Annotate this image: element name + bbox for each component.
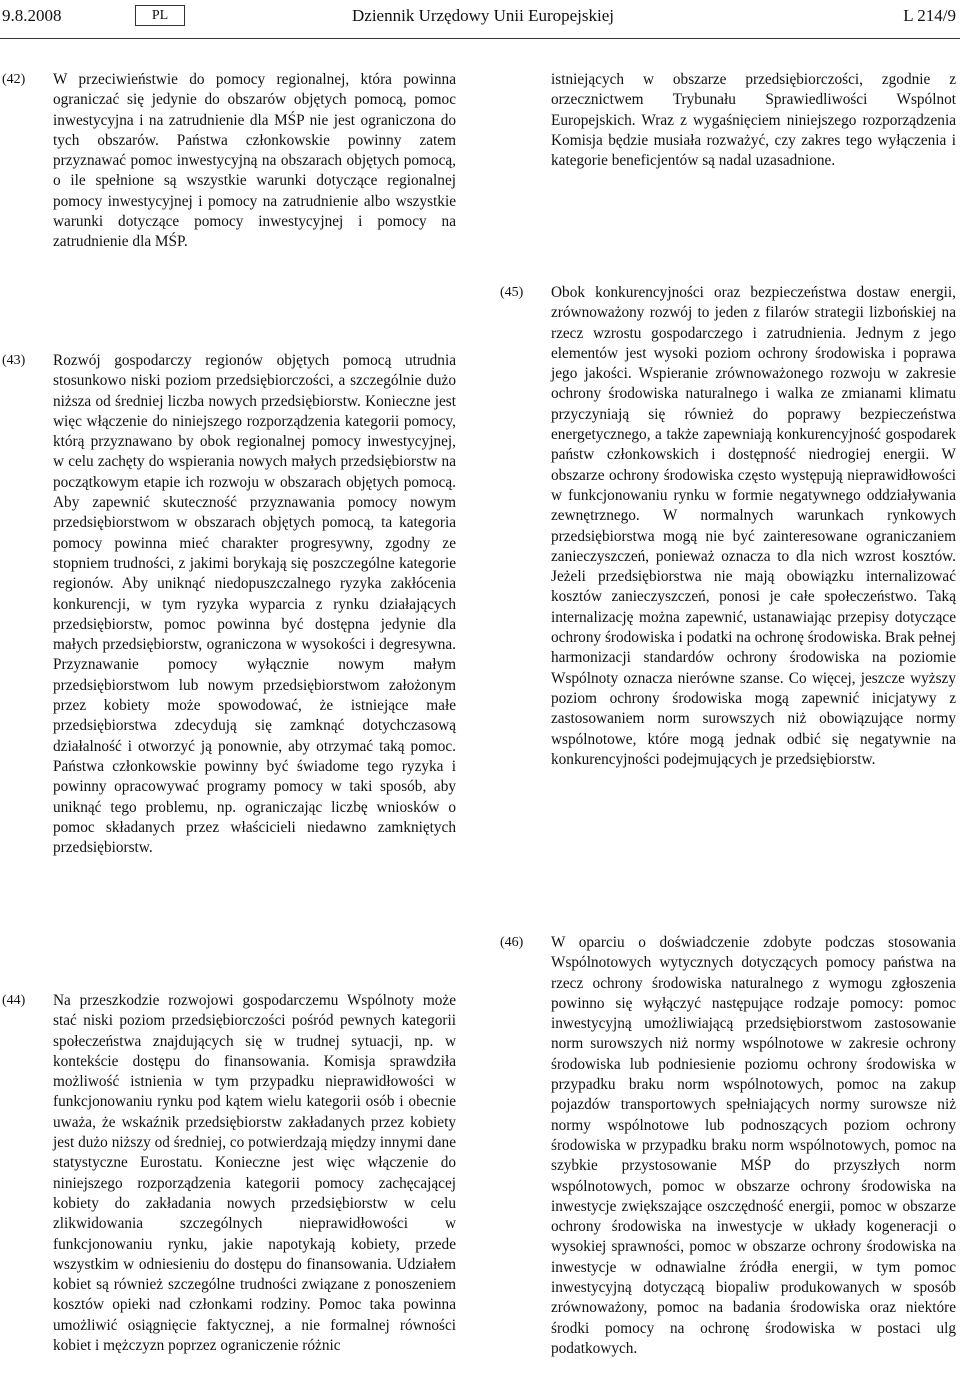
paragraph-text: Rozwój gospodarczy regionów objętych pomocą utrudnia stosunkowo niski poziom przedsiębiorczości, a szczególnie dużo niższa od średniej liczba nowych przedsiębiorstw. Konieczne jest więc włączenie do niniejszego rozporządzenia kategorii pomocy, którą przyznawano by obok regionalnej pomocy inwestycyjnej, w celu zachęty do wspierania nowych małych przedsiębiorstw na początkowym etapie ich rozwoju w obszarach objętych pomocą. Aby zapewnić skuteczność przyznawania pomocy nowym przedsiębiorstwom w obszarach objętych pomocą, ta kategoria pomocy powinna mieć charakter progresywny, zgodny ze stopniem trudności, z jakimi borykają się poszczególne kategorie regionów. Aby uniknąć niedopuszczalnego ryzyka zakłócenia konkurencji, w tym ryzyka wyparcia z rynku działających przedsiębiorstw, pomoc powinna być dostępna jedynie dla małych przedsiębiorstw, ograniczona w wysokości i degresywna. Przyznawanie pomocy wyłącznie nowym małym przedsiębiorstwom lub nowym przedsiębiorstwom założonym przez kobiety może spowodować, że istniejące małe przedsiębiorstwa zdecydują się zamknąć dotychczasową działalność i otworzyć ją ponownie, aby otrzymać taką pomoc. Państwa członkowskie powinny być świadome tego ryzyka i powinny opracowywać programy pomocy w taki sposób, aby uniknąć tego problemu, np. ograniczając liczbę wniosków o pomoc składanych przez właścicieli niedawno zamkniętych przedsiębiorstw. bbox=[53, 352, 456, 857]
paragraph-number: (43) bbox=[2, 353, 26, 368]
paragraph-46 bbox=[500, 933, 956, 1359]
page-number: L 214/9 bbox=[903, 6, 956, 25]
language-badge: PL bbox=[135, 5, 185, 26]
journal-title: Dziennik Urzędowy Unii Europejskiej bbox=[352, 6, 615, 25]
paragraph-43 bbox=[2, 351, 456, 858]
paragraph-number: (46) bbox=[500, 935, 524, 950]
paragraph-42 bbox=[2, 70, 456, 253]
paragraph-text: Na przeszkodzie rozwojowi gospodarczemu Wspólnoty może stać niski poziom przedsiębiorczości pośród pewnych kategorii społeczeństwa znajdujących się w trudnej sytuacji, np. w kontekście dostępu do finansowania. Komisja sprawdziła możliwość istnienia w tym przypadku nieprawidłowości w funkcjonowaniu rynku pod kątem wielu kategorii osób i obecnie uważa, że wskaźnik przedsiębiorstw zakładanych przez kobiety jest dużo niższy od średniej, co potwierdzają między innymi dane statystyczne Eurostatu. Konieczne jest więc włączenie do niniejszego rozporządzenia kategorii pomocy zachęcającej kobiety do zakładania nowych przedsiębiorstw w celu zlikwidowania szczególnych nieprawidłowości w funkcjonowaniu rynku, jakie napotykają kobiety, przede wszystkim w odniesieniu do dostępu do finansowania. Udziałem kobiet są również szczególne trudności związane z ponoszeniem kosztów opieki nad członkami rodziny. Pomoc taka powinna umożliwić osiągnięcie faktycznej, a nie formalnej równości kobiet i mężczyzn poprzez ograniczenie różnic bbox=[53, 992, 456, 1355]
paragraph-number: (42) bbox=[2, 72, 26, 87]
paragraph-text: W oparciu o doświadczenie zdobyte podczas stosowania Wspólnotowych wytycznych dotyczących pomocy państwa na rzecz ochrony środowiska naturalnego z wymogu zgłoszenia powinno się wyłączyć następujące rodzaje pomocy: pomoc inwestycyjną umożliwiającą przedsiębiorstwom zastosowanie norm surowszych niż normy wspólnotowe w zakresie ochrony środowiska lub podniesienie poziomu ochrony środowiska w przypadku braku norm wspólnotowych, pomoc na zakup pojazdów transportowych spełniających normy surowsze niż normy wspólnotowe lub podnoszących poziom ochrony środowiska w przypadku braku norm wspólnotowych, pomoc na szybkie przystosowanie MŚP do przyszłych norm wspólnotowych, pomoc w obszarze ochrony środowiska na inwestycje zwiększające oszczędność energii, pomoc w obszarze ochrony środowiska na inwestycje w układy kogeneracji o wysokiej sprawności, pomoc w obszarze ochrony środowiska na inwestycje w odnawialne źródła energii, w tym pomoc inwestycyjną dotyczącą biopaliw produkowanych w sposób zrównoważony, pomoc na badania środowiska oraz niektóre środki pomocy na ochronę środowiska w postaci ulg podatkowych. bbox=[551, 934, 956, 1357]
paragraph-44 bbox=[2, 991, 456, 1356]
paragraph-number: (45) bbox=[500, 285, 524, 300]
paragraph-text: W przeciwieństwie do pomocy regionalnej, która powinna ograniczać się jedynie do obszarów objętych pomocą, pomoc inwestycyjna i na zatrudnienie dla MŚP nie jest ograniczona do tych obszarów. Państwa członkowskie powinny zatem przyznawać pomoc inwestycyjną na obszarach objętych pomocą, o ile spełnione są wszystkie warunki dotyczące regionalnej pomocy inwestycyjnej i pomocy na zatrudnienie albo wszystkie warunki dotyczące pomocy inwestycyjnej i pomocy na zatrudnienie dla MŚP. bbox=[53, 71, 456, 251]
paragraph-45 bbox=[500, 283, 956, 770]
paragraph-text: istniejących w obszarze przedsiębiorczości, zgodnie z orzecznictwem Trybunału Sprawiedliwości Wspólnot Europejskich. Wraz z wygaśnięciem niniejszego rozporządzenia Komisja będzie musiała rozważyć, czy zakres tego wyłączenia i kategorie beneficjentów są nadal uzasadnione. bbox=[551, 71, 956, 170]
paragraph-44-continued bbox=[500, 70, 956, 171]
paragraph-text: Obok konkurencyjności oraz bezpieczeństwa dostaw energii, zrównoważony rozwój to jeden z filarów strategii lizbońskiej na rzecz wzrostu gospodarczego i zatrudnienia. Jednym z jego elementów jest wysoki poziom ochrony środowiska i poprawa jego jakości. Wspieranie zrównoważonego rozwoju w zakresie ochrony środowiska naturalnego i walka ze zmianami klimatu przyczyniają się również do poprawy bezpieczeństwa energetycznego, a także zapewniają konkurencyjność gospodarek państw członkowskich i dostępność niedrogiej energii. W obszarze ochrony środowiska często występują nieprawidłowości w funkcjonowaniu rynku w formie negatywnego oddziaływania zewnętrznego. W normalnych warunkach rynkowych przedsiębiorstwa mogą nie być zainteresowane ograniczaniem zanieczyszczeń, ponieważ oznacza to dla nich wzrost kosztów. Jeżeli przedsiębiorstwa nie mają obowiązku internalizować kosztów zanieczyszczeń, ponosi je całe społeczeństwo. Taką internalizację można zapewnić, ustanawiając przepisy dotyczące ochrony środowiska i podatki na ochronę środowiska. Brak pełnej harmonizacji standardów ochrony środowiska na poziomie Wspólnoty oznacza nierówne szanse. Co więcej, jeszcze wyższy poziom ochrony środowiska mogą zapewnić inicjatywy z zastosowaniem norm surowszych niż obowiązujące normy wspólnotowe, które mogą jednak odbić się negatywnie na konkurencyjności podejmujących je przedsiębiorstw. bbox=[551, 284, 956, 768]
page-header bbox=[0, 0, 960, 40]
header-divider bbox=[0, 38, 960, 39]
publication-date: 9.8.2008 bbox=[2, 6, 62, 25]
paragraph-number: (44) bbox=[2, 993, 26, 1008]
